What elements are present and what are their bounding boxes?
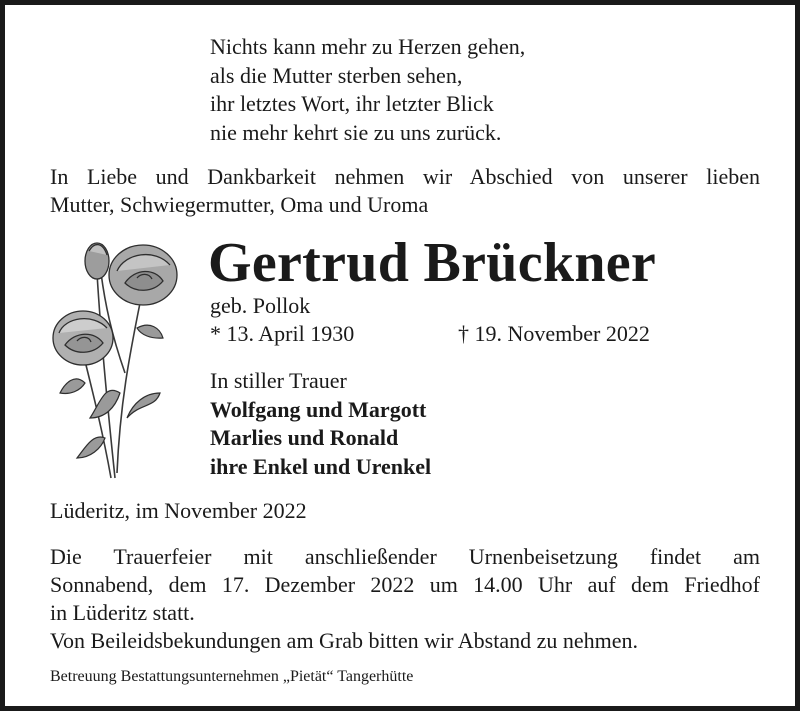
poem-line: Nichts kann mehr zu Herzen gehen,	[210, 34, 526, 59]
funeral-line: Sonnabend, dem 17. Dezember 2022 um 14.00 Uhr auf dem Friedhof	[50, 572, 760, 597]
mourner-name: Marlies und Ronald	[210, 425, 399, 450]
mourner-name: Wolfgang und Margott	[210, 396, 427, 422]
undertaker-credit: Betreuung Bestattungsunternehmen „Pietät“ Tangerhütte	[50, 668, 414, 685]
poem-line: nie mehr kehrt sie zu uns zurück.	[210, 119, 502, 145]
funeral-line: Von Beileidsbekundungen am Grab bitten wir Abstand zu nehmen.	[50, 628, 638, 653]
funeral-line: Die Trauerfeier mit anschließender Urnenbeisetzung findet am	[50, 544, 760, 569]
intro-line: In Liebe und Dankbarkeit nehmen wir Abschied von unserer lieben	[50, 164, 760, 189]
birth-date: * 13. April 1930	[210, 321, 355, 346]
poem	[210, 33, 525, 147]
intro-text	[50, 163, 760, 219]
poem-line: ihr letztes Wort, ihr letzter Blick	[210, 91, 494, 116]
mourners	[210, 367, 431, 481]
death-date: † 19. November 2022	[458, 321, 650, 346]
place-date: Lüderitz, im November 2022	[50, 498, 307, 523]
roses-illustration	[45, 233, 190, 483]
funeral-line: in Lüderitz statt.	[50, 600, 195, 625]
deceased-name: Gertrud Brückner	[208, 232, 657, 294]
mourners-intro: In stiller Trauer	[210, 368, 347, 393]
maiden-name: geb. Pollok	[210, 293, 311, 318]
mourner-name: ihre Enkel und Urenkel	[210, 453, 432, 479]
intro-line: Mutter, Schwiegermutter, Oma und Uroma	[50, 192, 429, 217]
funeral-info	[50, 543, 760, 655]
poem-line: als die Mutter sterben sehen,	[210, 62, 463, 88]
